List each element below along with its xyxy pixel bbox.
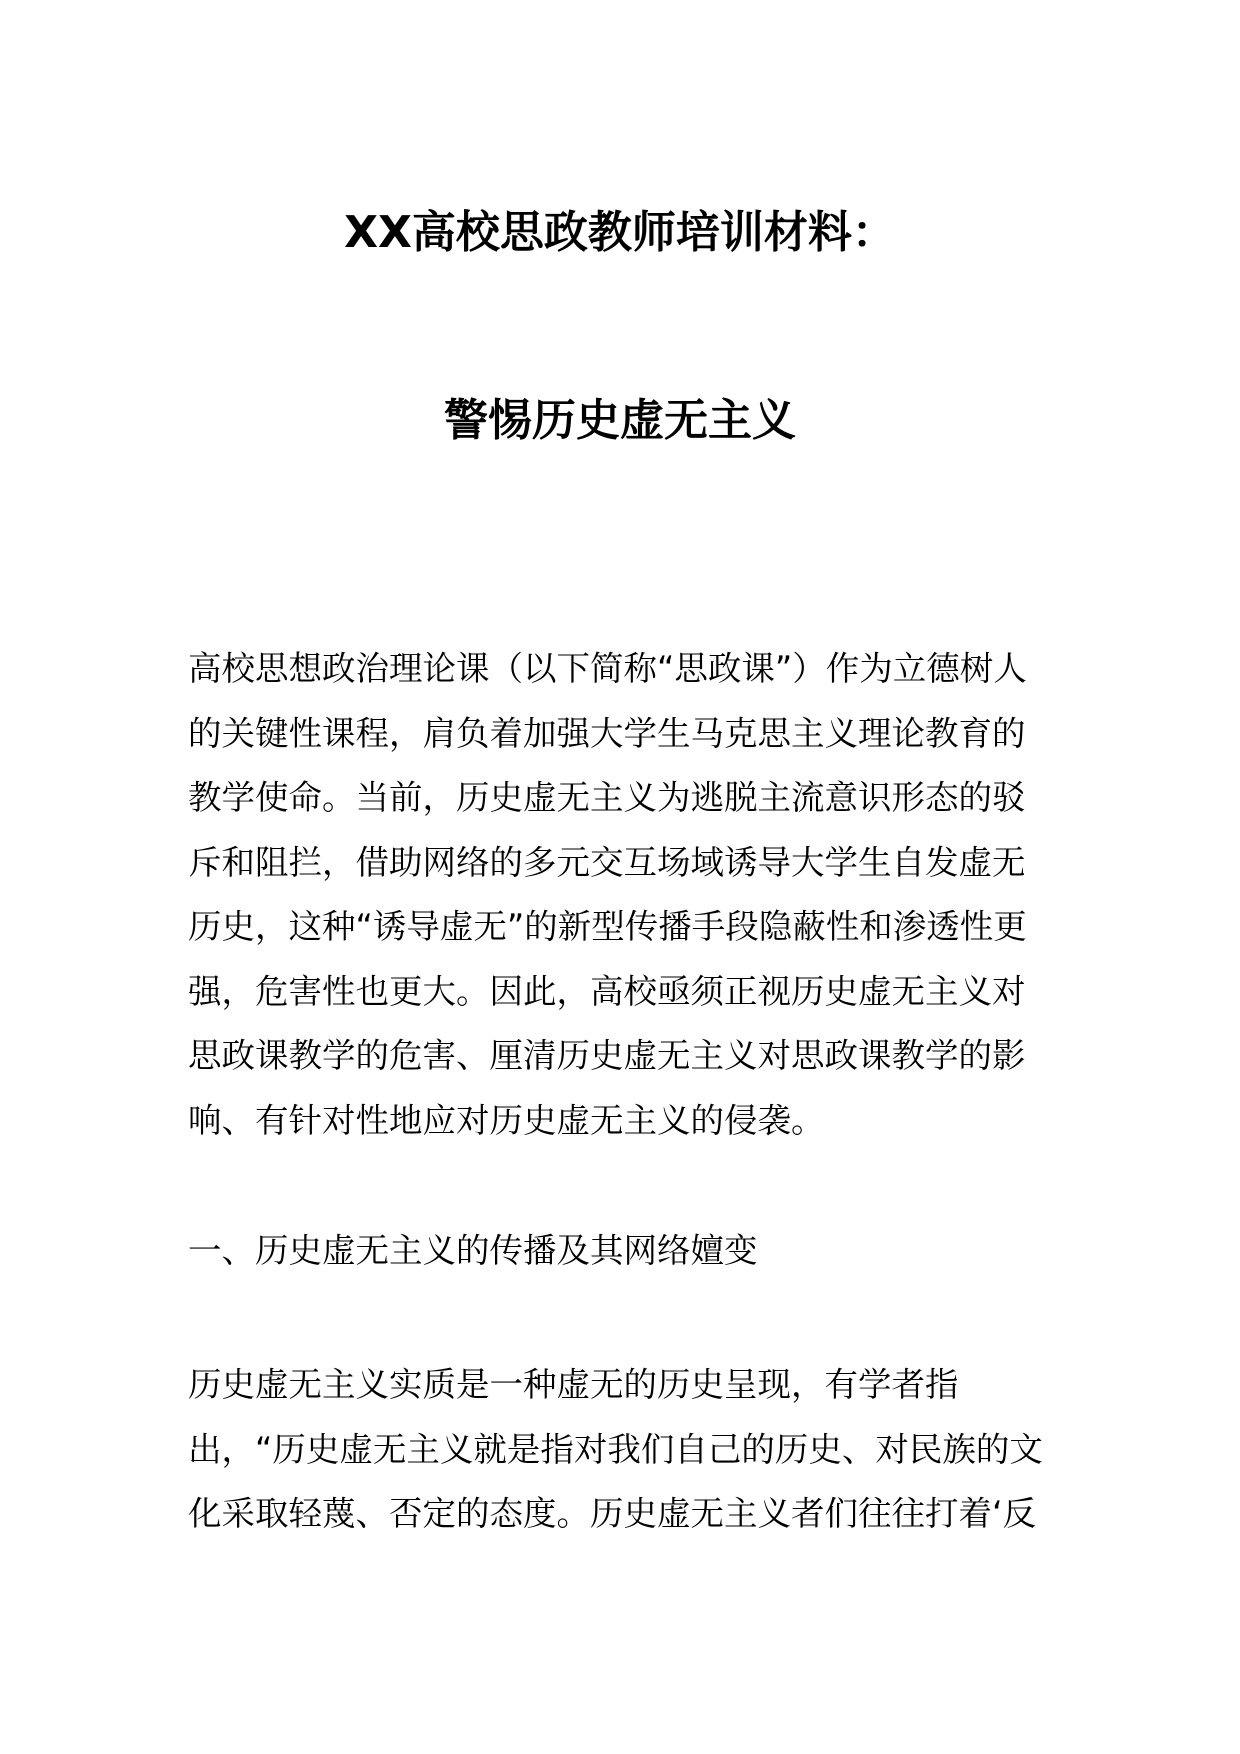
section-1-paragraph: 历史虚无主义实质是一种虚无的历史呈现，有学者指出，“历史虚无主义就是指对我们自己的历史、对民族的文化采取轻蔑、否定的态度。历史虚无主义者们往往打着‘反 xyxy=(188,1365,1043,1533)
section-heading-1: 一、历史虚无主义的传播及其网络嬗变 xyxy=(188,1231,758,1270)
document-title-line2: 警惕历史虚无主义 xyxy=(444,395,796,446)
document-title-line1: XX高校思政教师培训材料： xyxy=(344,207,896,258)
intro-paragraph: 高校思想政治理论课（以下简称“思政课”）作为立德树人的关键性课程，肩负着加强大学生马克思主义理论教育的教学使命。当前，历史虚无主义为逃脱主流意识形态的驳斥和阻拦，借助网络的多元交互场域诱导大学生自发虚无历史，这种“诱导虚无”的新型传播手段隐蔽性和渗透性更强，危害性也更大。因此，高校亟须正视历史虚无主义对思政课教学的危害、厘清历史虚无主义对思政课教学的影响、有针对性地应对历史虚无主义的侵袭。 xyxy=(188,649,1027,1140)
